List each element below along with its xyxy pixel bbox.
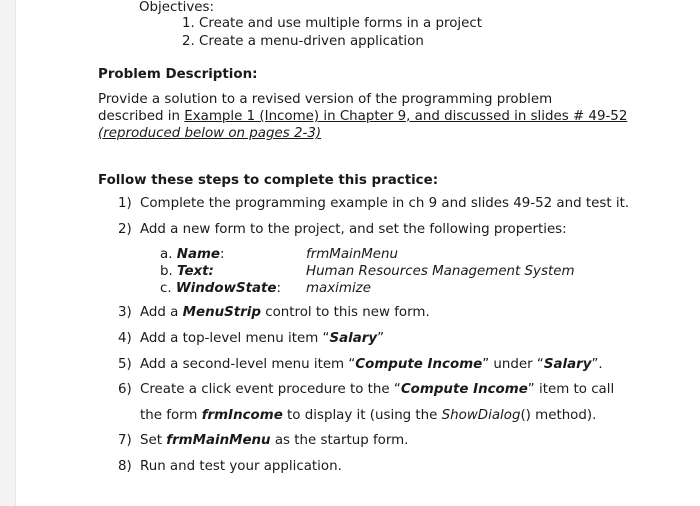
step-text: Run and test your application. bbox=[140, 459, 342, 474]
step-number: 5) bbox=[118, 357, 132, 372]
property-name: Text: bbox=[177, 264, 214, 279]
menustrip-term: MenuStrip bbox=[182, 305, 261, 320]
property-letter: b. bbox=[160, 264, 173, 279]
step-text-part: as the startup form. bbox=[270, 433, 409, 448]
objective-item-1: 1. Create and use multiple forms in a project bbox=[182, 16, 482, 31]
step-text-part: Add a top-level menu item “ bbox=[140, 331, 330, 346]
property-name: WindowState bbox=[175, 281, 277, 296]
document-page bbox=[15, 0, 700, 506]
reproduced-link[interactable]: (reproduced below on pages 2-3) bbox=[98, 126, 322, 141]
step-6 bbox=[118, 382, 615, 398]
step-3 bbox=[118, 305, 430, 321]
frmmainmenu-term: frmMainMenu bbox=[166, 433, 271, 448]
step-number: 3) bbox=[118, 305, 132, 320]
property-sep: : bbox=[220, 247, 225, 262]
frmincome-term: frmIncome bbox=[201, 408, 283, 423]
compute-income-term: Compute Income bbox=[400, 382, 528, 397]
property-sep: : bbox=[276, 281, 282, 296]
showdialog-term: ShowDialog bbox=[441, 408, 521, 423]
step-text-part: Add a bbox=[140, 305, 183, 320]
step-4 bbox=[118, 331, 385, 347]
problem-heading: Problem Description: bbox=[98, 67, 258, 82]
step-number: 1) bbox=[118, 196, 132, 211]
problem-line-1: Provide a solution to a revised version of the programming problem bbox=[98, 92, 553, 107]
property-row-name bbox=[160, 247, 398, 263]
property-value: maximize bbox=[306, 281, 371, 296]
property-name: Name bbox=[176, 247, 221, 262]
step-text bbox=[140, 331, 384, 347]
step-text: Add a new form to the project, and set the following properties: bbox=[140, 222, 567, 237]
property-row-text bbox=[160, 264, 575, 280]
property-letter: a. bbox=[160, 247, 173, 262]
example-link[interactable]: Example 1 (Income) in Chapter 9, and discussed in slides # 49-52 bbox=[184, 109, 628, 124]
step-text-part: Create a click event procedure to the “ bbox=[140, 382, 401, 397]
step-text-part: Set bbox=[140, 433, 167, 448]
step-1 bbox=[118, 196, 630, 212]
objectives-heading: Objectives: bbox=[139, 0, 214, 15]
step-text-part: ”. bbox=[591, 357, 603, 372]
step-text-part: the form bbox=[140, 408, 202, 423]
step-6-continued bbox=[140, 408, 596, 424]
objective-item-2: 2. Create a menu-driven application bbox=[182, 34, 424, 49]
step-number: 8) bbox=[118, 459, 132, 474]
property-letter: c. bbox=[160, 281, 172, 296]
step-text bbox=[140, 382, 614, 398]
compute-income-term: Compute Income bbox=[355, 357, 483, 372]
salary-term: Salary bbox=[329, 331, 378, 346]
problem-line-2 bbox=[98, 109, 627, 125]
step-number: 6) bbox=[118, 382, 132, 397]
step-5 bbox=[118, 357, 603, 373]
salary-term: Salary bbox=[543, 357, 592, 372]
step-text: Complete the programming example in ch 9 and slides 49-52 and test it. bbox=[140, 196, 630, 211]
step-text bbox=[140, 305, 430, 321]
step-text-part: ” under “ bbox=[482, 357, 544, 372]
step-text bbox=[140, 357, 603, 373]
step-text-part: ” bbox=[377, 331, 385, 346]
step-text-part: () method). bbox=[520, 408, 597, 423]
step-text bbox=[140, 433, 408, 449]
step-7 bbox=[118, 433, 409, 449]
step-number: 7) bbox=[118, 433, 132, 448]
step-number: 4) bbox=[118, 331, 132, 346]
problem-line-2-text: described in bbox=[98, 109, 185, 124]
step-number: 2) bbox=[118, 222, 132, 237]
step-text-part: Add a second-level menu item “ bbox=[140, 357, 356, 372]
step-2 bbox=[118, 222, 567, 238]
step-text-part: ” item to call bbox=[527, 382, 615, 397]
property-value: Human Resources Management System bbox=[306, 264, 575, 279]
step-text-part: to display it (using the bbox=[282, 408, 442, 423]
property-row-windowstate bbox=[160, 281, 371, 297]
step-text-part: control to this new form. bbox=[260, 305, 430, 320]
steps-heading: Follow these steps to complete this practice: bbox=[98, 173, 439, 188]
property-value: frmMainMenu bbox=[306, 247, 398, 262]
step-8 bbox=[118, 459, 342, 475]
